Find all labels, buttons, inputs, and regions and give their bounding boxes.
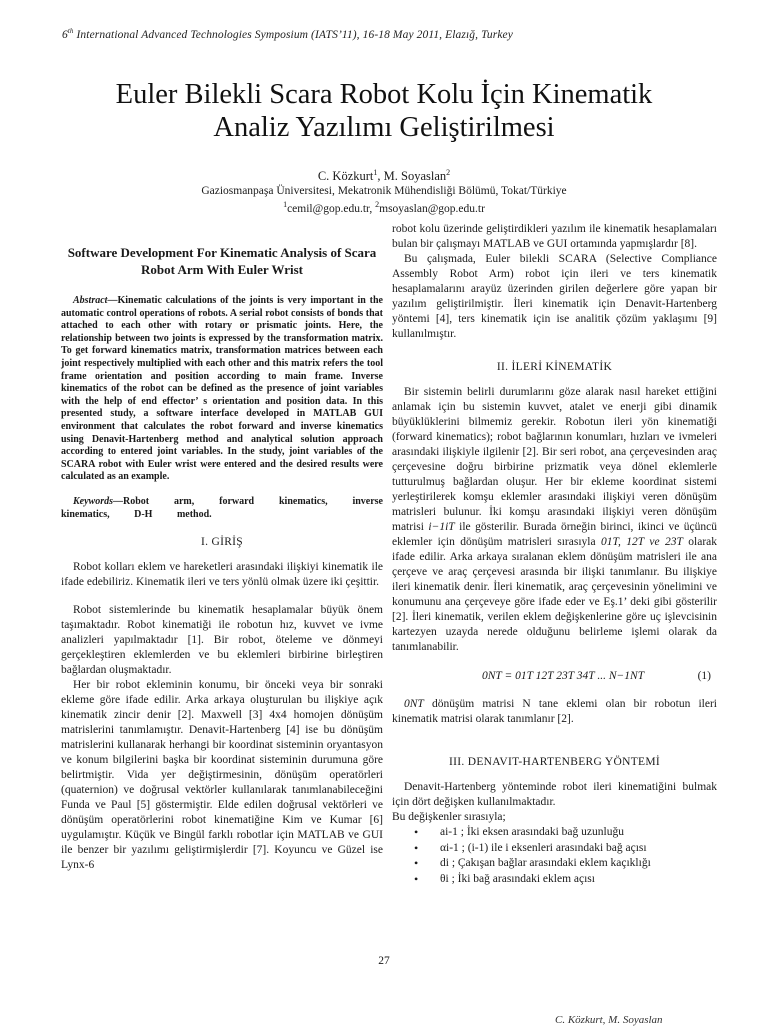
dh-parameter-list [392,825,717,887]
keywords-text: —Robot arm, forward kinematics, inverse kinematics, D-H method. [61,495,383,520]
matrix-symbols: 01T, 12T ve 23T [600,536,683,548]
abstract-text: —Kinematic calculations of the joints is very important in the automatic control operations of robots. A serial robot consists of bonds that attached to each other with rotary or prismatic joints. Here, the relationship between two joints is expressed by the transformation matrix. To get forward kinematics matrix, transformation matrices between each joint respectively multiplied with each other and this matrix refers the tool frame orientation and position according to main frame. Inverse kinematics of the robot can be defined as the presence of joint variables with the help of end effector’ s orientation and position data. In this presented study, a software interface developed in MATLAB GUI environment that calculates the robot forward and inverse kinematics using Denavit-Hartenberg method and analytical solution approach according to entered joint variables. In the study, joint variables of the SCARA robot with Euler wrist were entered and the desired results were calculated as an example. [61,295,383,483]
intro-paragraph-3: Her bir robot ekleminin konumu, bir önceki veya bir sonraki ekleme göre ifade edilir. Arka arkaya oluşturulan bu ilişkiye açık kinematik zincir denir [2]. Maxwell [3] 4x4 homojen dönüşüm matrislerini tanımlamıştır. Denavit-Hartenberg [4] ise bu dönüşüm matrislerini kullanarak herhangi bir koordinat sisteminin oryantasyon ve konum bilgilerini başka bir koordinat sisteminin durumuna göre belirtmiştir. Vida yer değiştirmesinin, dönüşüm operatörleri (quaternion) ve doğrusal vektörler kullanılarak tanımlanabileceğini Funda ve Paul [5] göstermiştir. Elde edilen doğrusal vektörleri ve dönüşüm operatörlerini robot kinematiğine Kim ve Kumar [6] uygulamıştır. Küçük ve Bingül farklı robotlar için MATLAB ve GUI ile benzer bir yazılımı geliştirmişlerdir [7]. Koyuncu ve Güzel ise Lynx-6 [61,679,383,872]
list-item: • αi-1 ; (i-1) ile i eksenleri arasındaki bağ açısı [392,841,717,857]
section-heading-forward-kinematics: II. İLERİ KİNEMATİK [496,361,613,373]
author-emails: $^1$cemil@gop.edu.tr, $^2$msoyaslan@gop.edu.tr [283,200,485,215]
paper-title [60,78,708,144]
list-item: • θi ; İki bağ arasındaki eklem açısı [392,872,717,888]
affiliation: Gaziosmanpaşa Üniversitesi, Mekatronik Mühendisliği Bölümü, Tokat/Türkiye [201,185,567,198]
equation-formula: 0NT = 01T 12T 23T 34T ... N−1NT [482,670,645,682]
equation-1 [392,665,717,689]
header-text: International Advanced Technologies Symposium (IATS’11), 16-18 May 2011, Elazığ, Turkey [73,28,513,41]
abstract [61,295,383,484]
title-line-1: Euler Bilekli Scara Robot Kolu İçin Kinematik [115,79,653,110]
title-line-2: Analiz Yazılımı Geliştirilmesi [213,112,555,143]
header-sup: th [67,27,74,35]
author-names: C. Közkurt$^1$, M. Soyaslan$^2$ [317,168,451,184]
forward-kinematics-paragraph: Bir sistemin belirli durumlarını göze alarak nasıl hareket ettiğini anlamak için bu sistemin kuvvet, atalet ve enerji gibi dinamik büyüklüklerini bilmemiz gerekir. Robotun ileri yön kinematiği (forward kinematics); robot bağlarının konumları, hızları ve ivmeleri arasındaki ilişkiyle ilgilenir [2]. Bir seri robot, ana çerçevesinden araç çerçevesine doğru birbirine prizmatik veya dönel eklemlerle tutturulmuş bağlardan oluşur. Her bir ekleme koordinat sistemi yerleştirilerek komşu eklemler arasındaki ilişkiyi veren dönüşüm matrisleri bulunur. İki komşu arasındaki ilişkiyi veren dönüşüm matrisi i−1iT ile gösterilir. Burada örneğin birinci, ikinci ve üçüncü eklemler için dönüşüm matrisleri sırasıyla 01T, 12T ve 23T olarak ifade edilir. Arka arkaya sıralanan eklem dönüşüm matrisleri ile ana çerçeve ve araç çerçevesi arasında bir ilişki tanımlanır. Bu ilişkiye ileri kinematik denir. İleri kinematik, araç çerçevesinin yönelimini ve konumunu ana çerçeveye göre ifade eder ve Eş.1’ deki gibi gösterilir [2]. İleri kinematik, verilen eklem değişkenlerine göre uç işlevcisinin kartezyen uzayda nerede olduğunu belirleme işlemi olarak da tanımlanabilir. [392,386,718,653]
keywords-label: Keywords [73,495,113,507]
section-heading-dh: III. DENAVIT-HARTENBERG YÖNTEMİ [448,756,660,768]
intro-paragraph-2: Robot sistemlerinde bu kinematik hesaplamalar büyük önem taşımaktadır. Robot kinematiği ile robotun hız, kuvvet ve ivme analizleri yapılmaktadır [1]. Bir robot, öteleme ve dönmeyi gerçekleştiren eklemlerden ve bu eklemleri birbirine birleştiren bağlardan oluşmaktadır. [61,604,383,677]
footer-author-text: C. Közkurt, M. Soyaslan [555,1014,663,1026]
forward-kinematics-definition: 0NT dönüşüm matrisi N tane eklemi olan bir robotun ileri kinematik matrisi olarak tanımlanır [2]. [392,698,718,725]
matrix-symbol-0N: 0NT [404,698,424,710]
abstract-label: Abstract [73,295,108,306]
intro-paragraph-1: Robot kolları eklem ve hareketleri arasındaki ilişkiyi kinematik ile ifade edebiliriz. Kinematik ileri ve ters yönlü olmak üzere iki çeşittir. [61,561,383,589]
study-paragraph: Bu çalışmada, Euler bilekli SCARA (Selective Compliance Assembly Robot Arm) robot için ileri ve ters kinematik hesaplamalarını arayüz üzerinden girilen değerlere göre yapan bir yazılım geliştirilmiştir. İleri kinematik için Denavit-Hartenberg yöntemi [4], ters kinematik için ise analitik çözüm yaklaşımı [9] kullanılmıştır. [392,253,717,340]
list-item: • di ; Çakışan bağlar arasındaki eklem kaçıklığı [392,856,717,872]
page-number: 27 [378,955,390,967]
header-number: 6 [62,28,68,41]
matrix-symbol: i−1iT [428,521,455,533]
dh-paragraph-2: Bu değişkenler sırasıyla; [392,811,506,823]
dh-paragraph-1: Denavit-Hartenberg yönteminde robot ileri kinematiğini bulmak için dört değişken kullanılmaktadır. [392,781,717,808]
list-item: • ai-1 ; İki eksen arasındaki bağ uzunluğu [392,825,717,841]
left-column [61,222,383,873]
equation-number: (1) [697,670,711,682]
conference-header [62,27,513,41]
english-title: Software Development For Kinematic Analysis of Scara Robot Arm With Euler Wrist [67,245,377,277]
right-column [392,222,717,887]
intro-paragraph-continued: robot kolu üzerinde geliştirdikleri yazılım ile kinematik hesaplamaları bulan bir çalışmayı MATLAB ve GUI ortamında yapmışlardır [8]. [392,223,717,250]
keywords [61,496,383,521]
author-block [60,165,708,216]
section-heading-intro: I. GİRİŞ [200,536,243,549]
